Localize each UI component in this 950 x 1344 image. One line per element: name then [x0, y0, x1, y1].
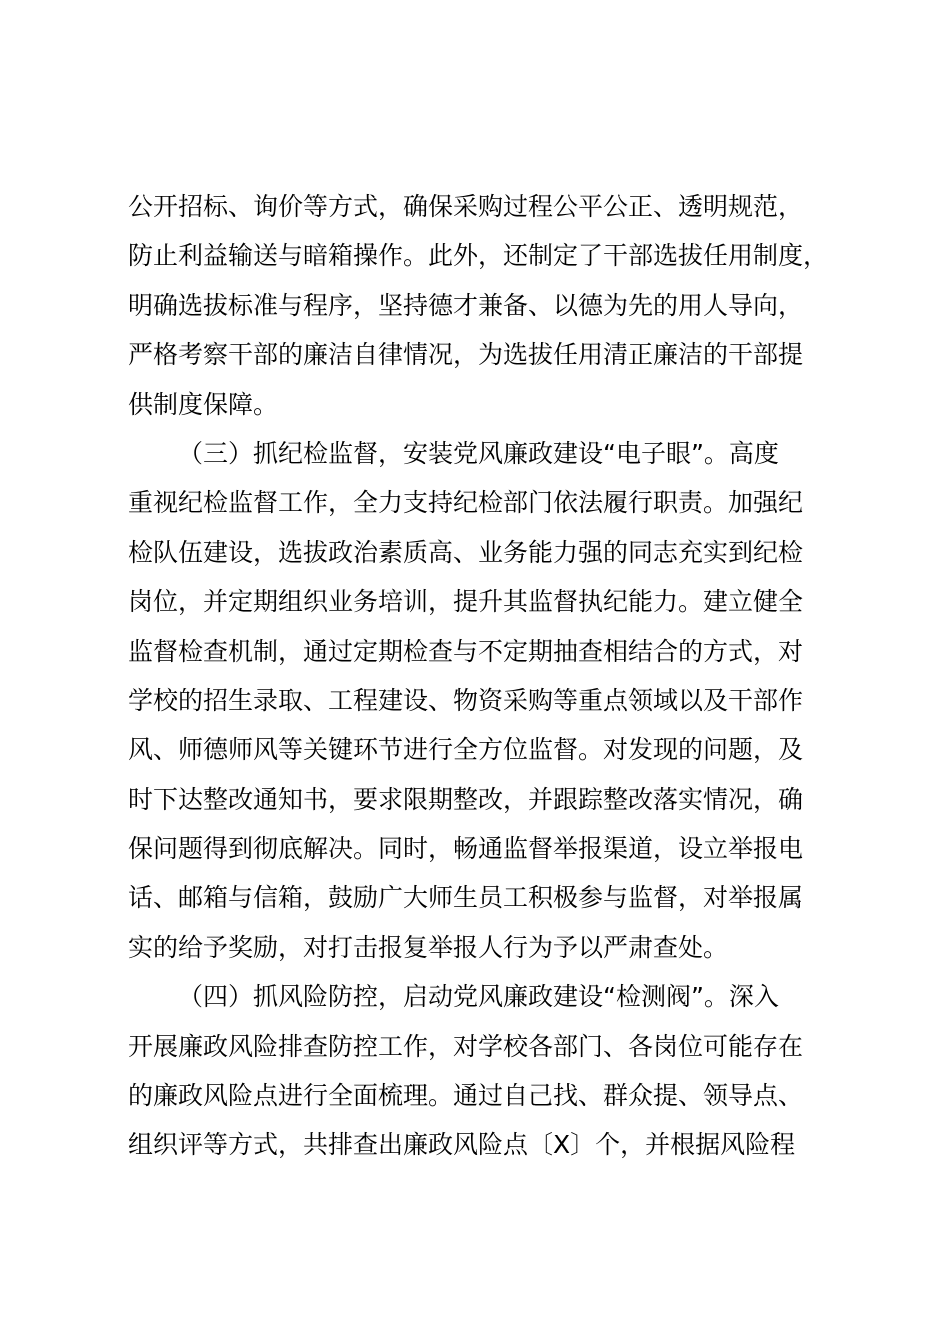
text-line: 重视纪检监督工作，全力支持纪检部门依法履行职责。加强纪 — [128, 488, 804, 518]
text-line: 公开招标、询价等方式，确保采购过程公平公正、透明规范， — [128, 192, 804, 221]
text-line: 学校的招生录取、工程建设、物资采购等重点领域以及干部作 — [128, 685, 804, 715]
text-line: 供制度保障。 — [128, 389, 279, 419]
text-line: 的廉政风险点进行全面梳理。通过自己找、群众提、领导点、 — [128, 1081, 804, 1111]
text-line: 严格考察干部的廉洁自律情况，为选拔任用清正廉洁的干部提 — [128, 340, 804, 370]
section-heading-line: （四）抓风险防控，启动党风廉政建设“检测阀”。深入 — [178, 982, 779, 1012]
text-line: 明确选拔标准与程序，坚持德才兼备、以德为先的用人导向， — [128, 290, 804, 320]
text-line: 监督检查机制，通过定期检查与不定期抽查相结合的方式，对 — [128, 636, 804, 666]
text-line: 组织评等方式，共排查出廉政风险点〔X〕个，并根据风险程 — [128, 1130, 796, 1160]
text-line: 检队伍建设，选拔政治素质高、业务能力强的同志充实到纪检 — [128, 537, 804, 567]
document-body — [128, 182, 838, 1170]
text-line: 岗位，并定期组织业务培训，提升其监督执纪能力。建立健全 — [128, 587, 804, 617]
text-line: 防止利益输送与暗箱操作。此外，还制定了干部选拔任用制度， — [128, 241, 829, 271]
text-line: 风、师德师风等关键环节进行全方位监督。对发现的问题，及 — [128, 735, 804, 765]
text-line: 保问题得到彻底解决。同时，畅通监督举报渠道，设立举报电 — [128, 834, 804, 864]
section-heading-line: （三）抓纪检监督，安装党风廉政建设“电子眼”。高度 — [178, 438, 779, 468]
text-line: 实的给予奖励，对打击报复举报人行为予以严肃查处。 — [128, 932, 729, 962]
text-line: 话、邮箱与信箱，鼓励广大师生员工积极参与监督，对举报属 — [128, 883, 804, 913]
text-line: 开展廉政风险排查防控工作，对学校各部门、各岗位可能存在 — [128, 1031, 804, 1061]
text-line: 时下达整改通知书，要求限期整改，并跟踪整改落实情况，确 — [128, 784, 804, 814]
